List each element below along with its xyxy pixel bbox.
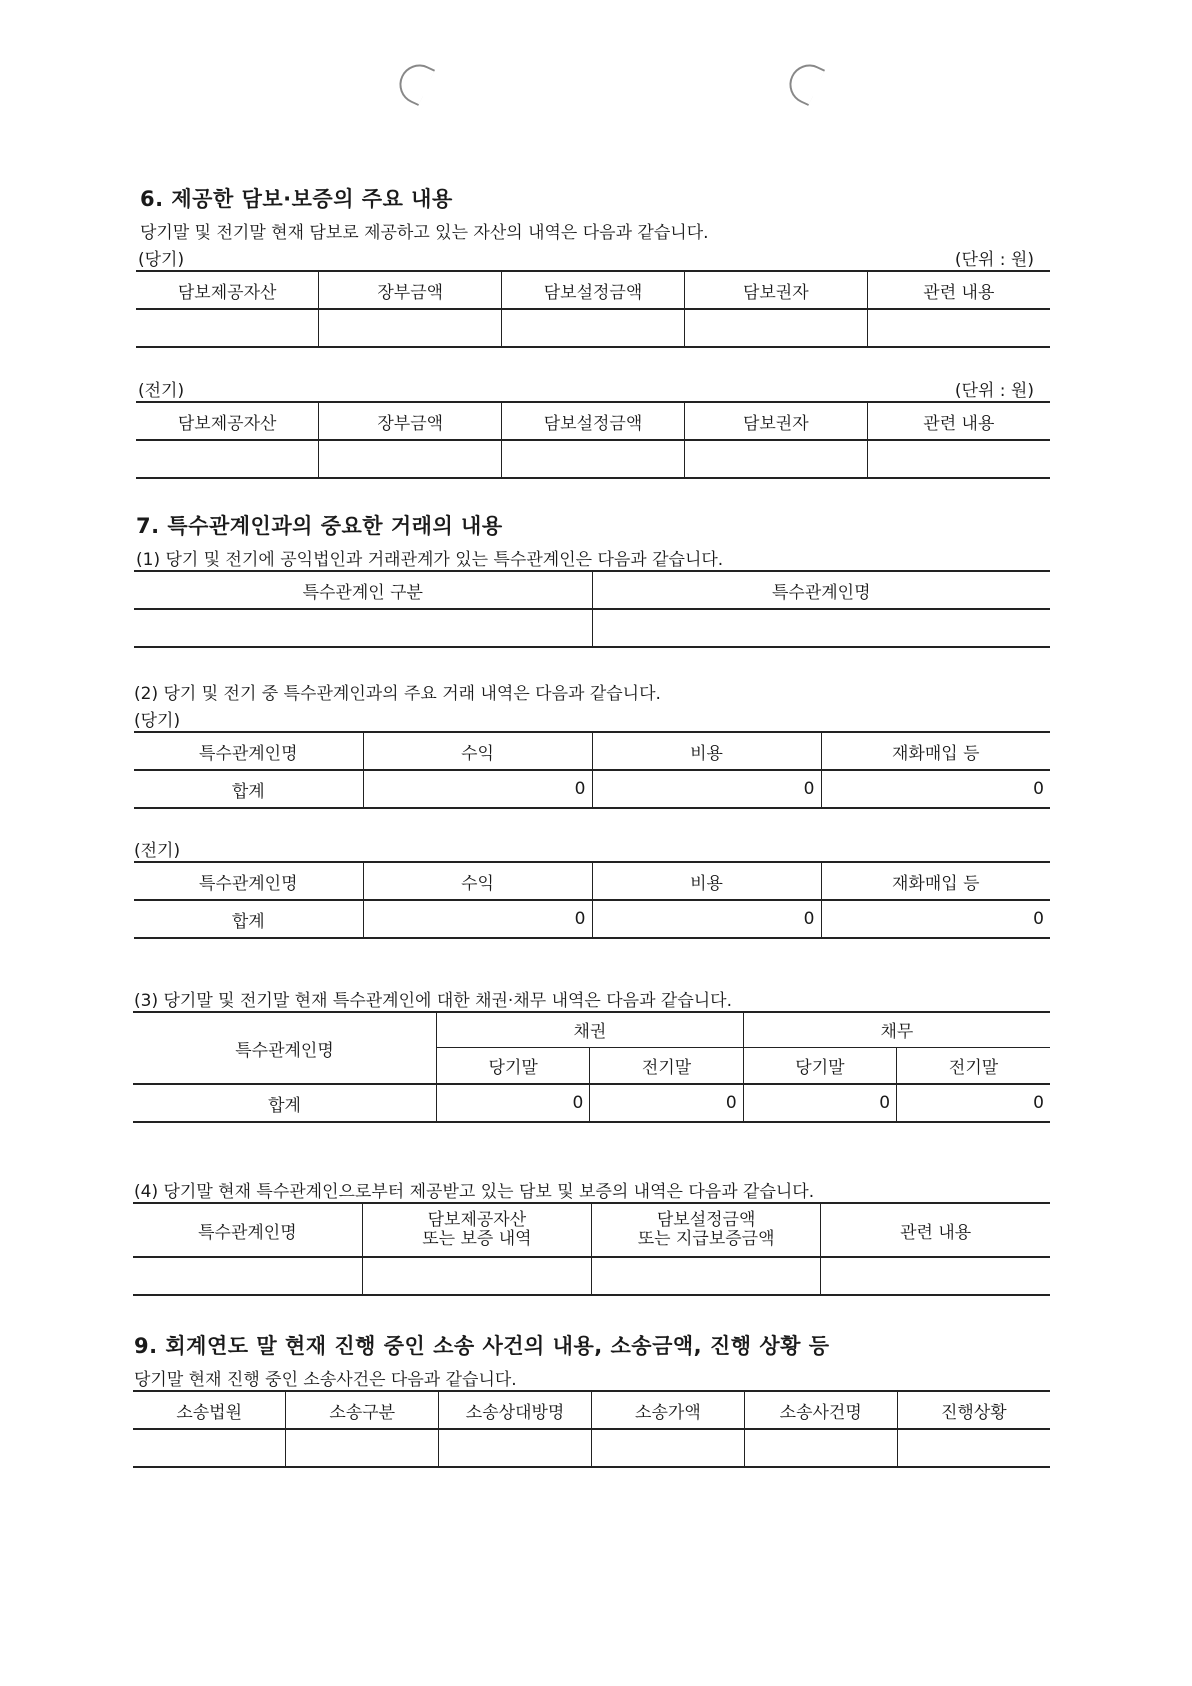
total-receivables-prior: 0 [590, 1084, 743, 1122]
header-related-details: 관련 내용 [821, 1203, 1050, 1257]
header-payables-current: 당기말 [743, 1047, 896, 1084]
header-collateral-asset: 담보제공자산 [136, 271, 319, 309]
header-receivables-current: 당기말 [437, 1047, 590, 1084]
section-6-current-label: (당기) [138, 250, 185, 270]
header-collateral-or-guarantee [362, 1203, 591, 1257]
table-row [133, 1084, 1050, 1122]
section-6-prior-unit: (단위 : 원) [954, 381, 1034, 401]
header-opposing-party: 소송상대방명 [439, 1391, 592, 1429]
header-book-value: 장부금액 [319, 271, 502, 309]
header-related-party-name: 특수관계인명 [133, 1012, 437, 1084]
header-goods-purchases: 재화매입 등 [821, 732, 1050, 770]
guarantees-received-table [133, 1202, 1050, 1296]
header-related-details: 관련 내용 [867, 402, 1050, 440]
header-case-name: 소송사건명 [744, 1391, 897, 1429]
header-court: 소송법원 [133, 1391, 286, 1429]
header-line: 담보제공자산 [427, 1210, 527, 1230]
header-expense: 비용 [592, 732, 821, 770]
header-collateral-or-guarantee-amount [592, 1203, 821, 1257]
total-label: 합계 [268, 1095, 301, 1116]
lawsuits-table [133, 1390, 1050, 1468]
header-related-party-type: 특수관계인 구분 [134, 571, 592, 609]
section-7-4-desc: (4) 당기말 현재 특수관계인으로부터 제공받고 있는 담보 및 보증의 내역은 다음과 같습니다. [134, 1182, 815, 1202]
collateral-table-current [136, 270, 1050, 348]
table-row [134, 609, 1050, 647]
transactions-table-current [134, 731, 1050, 809]
section-7-2-prior-label: (전기) [134, 841, 181, 861]
header-receivables-prior: 전기말 [590, 1047, 743, 1084]
total-receivables-current: 0 [437, 1084, 590, 1122]
table-row [134, 900, 1050, 938]
punch-hole-left [393, 58, 435, 106]
header-related-party-name: 특수관계인명 [134, 862, 363, 900]
section-6-current-unit: (단위 : 원) [954, 250, 1034, 270]
total-expense: 0 [592, 900, 821, 938]
total-revenue: 0 [363, 900, 592, 938]
total-label: 합계 [231, 911, 265, 932]
table-row [136, 309, 1050, 347]
total-revenue: 0 [363, 770, 592, 808]
table-row [136, 440, 1050, 478]
section-9-title: 9. 회계연도 말 현재 진행 중인 소송 사건의 내용, 소송금액, 진행 상황 등 [134, 1334, 830, 1358]
section-7-3-desc: (3) 당기말 및 전기말 현재 특수관계인에 대한 채권·채무 내역은 다음과 같습니다. [134, 991, 733, 1011]
total-payables-prior: 0 [897, 1084, 1050, 1122]
header-payables: 채무 [743, 1012, 1050, 1047]
section-7-1-desc: (1) 당기 및 전기에 공익법인과 거래관계가 있는 특수관계인은 다음과 같습니다. [136, 550, 724, 570]
header-lawsuit-amount: 소송가액 [591, 1391, 744, 1429]
header-related-party-name: 특수관계인명 [134, 732, 363, 770]
header-related-party-name: 특수관계인명 [133, 1203, 362, 1257]
section-6-desc: 당기말 및 전기말 현재 담보로 제공하고 있는 자산의 내역은 다음과 같습니다. [140, 223, 709, 243]
header-payables-prior: 전기말 [897, 1047, 1050, 1084]
related-party-list-table [134, 570, 1050, 648]
header-line: 또는 보증 내역 [422, 1229, 532, 1249]
header-line: 또는 지급보증금액 [637, 1229, 775, 1249]
header-line: 담보설정금액 [656, 1210, 756, 1230]
header-related-details: 관련 내용 [867, 271, 1050, 309]
table-row [133, 1429, 1050, 1467]
header-lawsuit-type: 소송구분 [286, 1391, 439, 1429]
header-progress-status: 진행상황 [897, 1391, 1050, 1429]
section-6-prior-label: (전기) [138, 381, 185, 401]
collateral-table-prior [136, 401, 1050, 479]
total-expense: 0 [592, 770, 821, 808]
total-payables-current: 0 [743, 1084, 896, 1122]
header-goods-purchases: 재화매입 등 [821, 862, 1050, 900]
section-7-2-desc: (2) 당기 및 전기 중 특수관계인과의 주요 거래 내역은 다음과 같습니다. [134, 684, 661, 704]
header-collateral-amount: 담보설정금액 [502, 271, 685, 309]
transactions-table-prior [134, 861, 1050, 939]
table-row [133, 1257, 1050, 1295]
section-7-2-current-label: (당기) [134, 711, 181, 731]
section-7-title: 7. 특수관계인과의 중요한 거래의 내용 [136, 514, 503, 538]
receivables-payables-table [133, 1011, 1050, 1123]
total-goods-purchases: 0 [821, 900, 1050, 938]
header-collateral-holder: 담보권자 [684, 402, 867, 440]
header-collateral-asset: 담보제공자산 [136, 402, 319, 440]
header-receivables: 채권 [437, 1012, 744, 1047]
section-6-title: 6. 제공한 담보·보증의 주요 내용 [140, 187, 453, 211]
header-book-value: 장부금액 [319, 402, 502, 440]
header-expense: 비용 [592, 862, 821, 900]
header-collateral-amount: 담보설정금액 [502, 402, 685, 440]
table-row [134, 770, 1050, 808]
section-9-desc: 당기말 현재 진행 중인 소송사건은 다음과 같습니다. [134, 1370, 517, 1390]
total-goods-purchases: 0 [821, 770, 1050, 808]
total-label: 합계 [231, 781, 265, 802]
header-revenue: 수익 [363, 862, 592, 900]
punch-hole-right [783, 58, 825, 106]
header-collateral-holder: 담보권자 [684, 271, 867, 309]
header-revenue: 수익 [363, 732, 592, 770]
header-related-party-name: 특수관계인명 [592, 571, 1050, 609]
